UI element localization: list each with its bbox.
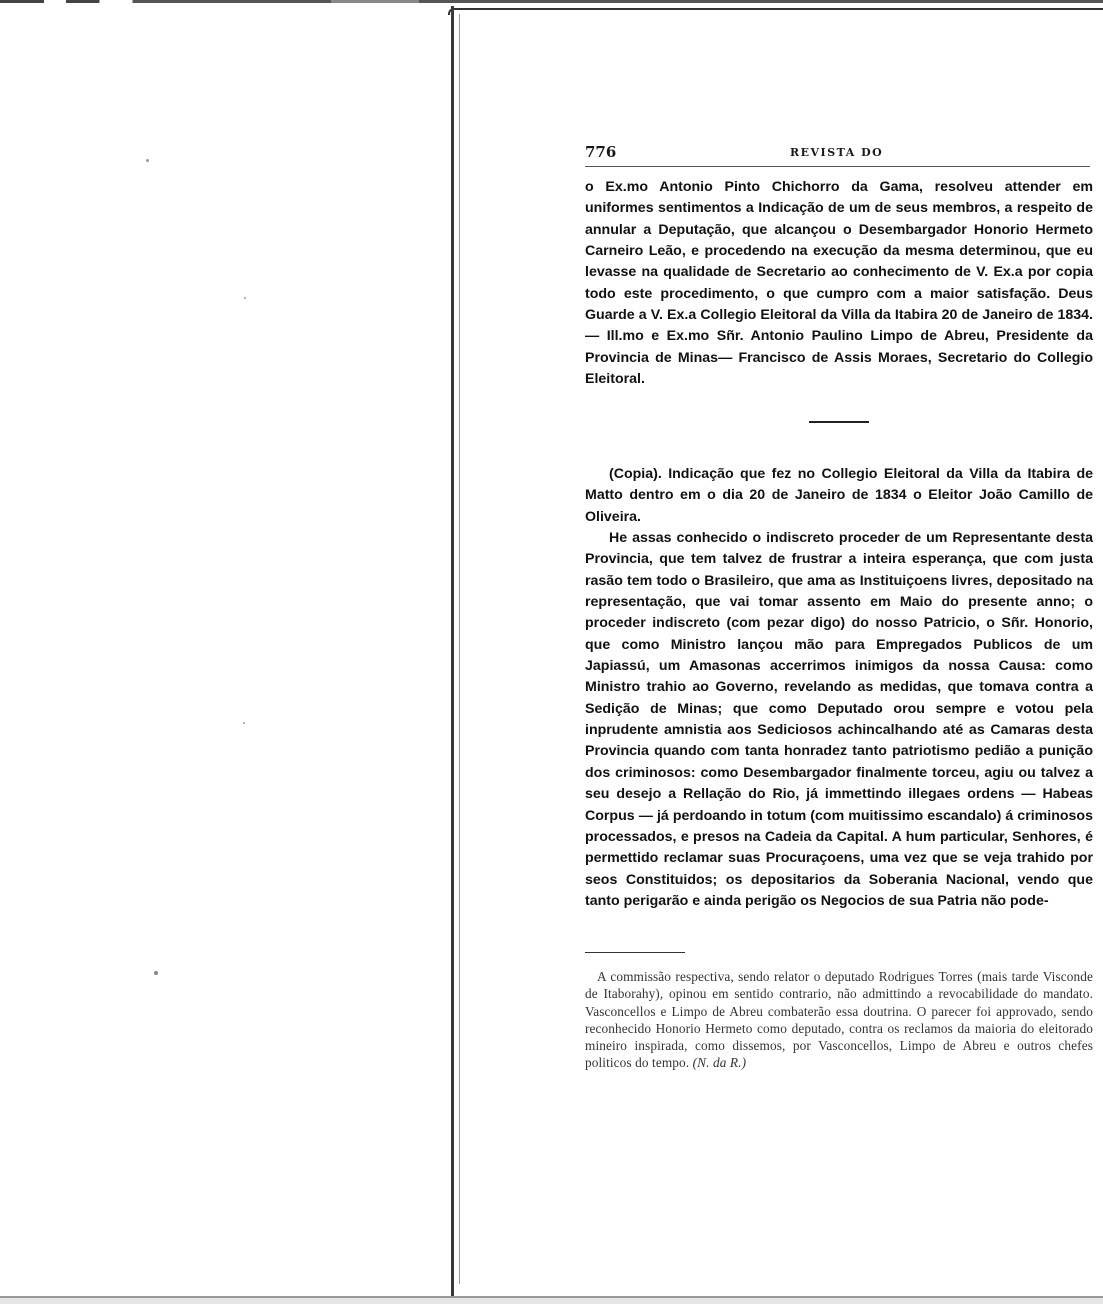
body-paragraph: (Copia). Indicação que fez no Collegio Eleitoral da Villa da Itabira de Matto dentro em o dia 20 de Janeiro de 1834 o Eleitor João Camillo de Oliveira. (585, 466, 1093, 525)
footnote-rule (585, 952, 685, 953)
footnote (585, 968, 1093, 1072)
scan-speck (244, 297, 246, 299)
body-paragraph: o Ex.mo Antonio Pinto Chichorro da Gama, resolveu attender em uniformes sentimentos a Indicação de um de seus membros, a respeito de annular a Deputação, que alcançou o Desembargador Honorio Hermeto Carneiro Leão, e procedendo na execução da mesma determinou, que eu levasse na qualidade de Secretario ao conhecimento de V. Ex.a por copia todo este procedimento, o que cumpro com a maior satisfação. Deus Guarde a V. Ex.a Collegio Eleitoral da Villa da Itabira 20 de Janeiro de 1834. — Ill.mo e Ex.mo Sñr. Antonio Paulino Limpo de Abreu, Presidente da Provincia de Minas— Francisco de Assis Moraes, Secretario do Collegio Eleitoral. (585, 179, 1093, 388)
body-paragraph: He assas conhecido o indiscreto proceder de um Representante desta Provincia, que tem talvez de frustrar a inteira esperança, que com justa rasão tem todo o Brasileiro, que ama as Instituiçoens livres, depositado na representação, que vai tomar assento em Maio do presente anno; o proceder indiscreto (com pezar digo) do nosso Patricio, o Sñr. Honorio, que como Ministro lançou mão para Empregados Publicos de um Japiassú, um Amasonas accerrimos inimigos da nossa Causa: como Ministro trahio ao Governo, revelando as medidas, que tomava contra a Sedição de Minas; que como Deputado orou sempre e votou pela inprudente amnistia aos Sediciosos achincalhando até as Camaras desta Provincia quando com tanta honradez tanto patriotismo pedião a punição dos criminosos: como Desembargador finalmente torceu, agiu ou talvez a seu desejo a Rellação do Rio, já immettindo illegaes ordens — Habeas Corpus — já perdoando in totum (com muitissimo escandalo) á criminosos processados, e presos na Cadeia da Capital. A hum particular, Senhores, é permettido reclamar suas Procuraçoens, uma vez que se veja trahido por seos Constituidos; os depositarios da Soberania Nacional, vendo que tanto perigarão e ainda perigão os Negocios de sua Patria não pode- (585, 530, 1093, 909)
footnote-mark: (N. da R.) (692, 1055, 747, 1071)
header-rule (585, 166, 1090, 167)
page-number: 776 (585, 143, 617, 161)
scan-bottom-edge (0, 1288, 1103, 1304)
book-gutter-shadow (459, 14, 460, 1284)
page-top-border (448, 8, 1103, 15)
scan-top-edge (0, 0, 1103, 3)
running-title: REVISTA DO (790, 146, 884, 159)
book-gutter (451, 6, 454, 1296)
section-divider (809, 421, 869, 423)
footnote-text: A commissão respectiva, sendo relator o deputado Rodrigues Torres (mais tarde Visconde de Itaborahy), opinou em sentido contrario, não admittindo a revocabilidade do mandato. Vasconcellos e Limpo de Abreu combaterão essa doutrina. O parecer foi approvado, sendo reconhecido Honorio Hermeto como deputado, contra os reclamos da maioria do eleitorado mineiro inspirada, como dissemos, por Vasconcellos, Limpo de Abreu e outros chefes politicos do tempo. (585, 969, 1093, 1071)
body-section (585, 464, 1093, 912)
running-header (585, 143, 1090, 165)
scan-speck (146, 159, 149, 162)
scan-speck (243, 722, 245, 724)
scan-speck (154, 971, 158, 975)
